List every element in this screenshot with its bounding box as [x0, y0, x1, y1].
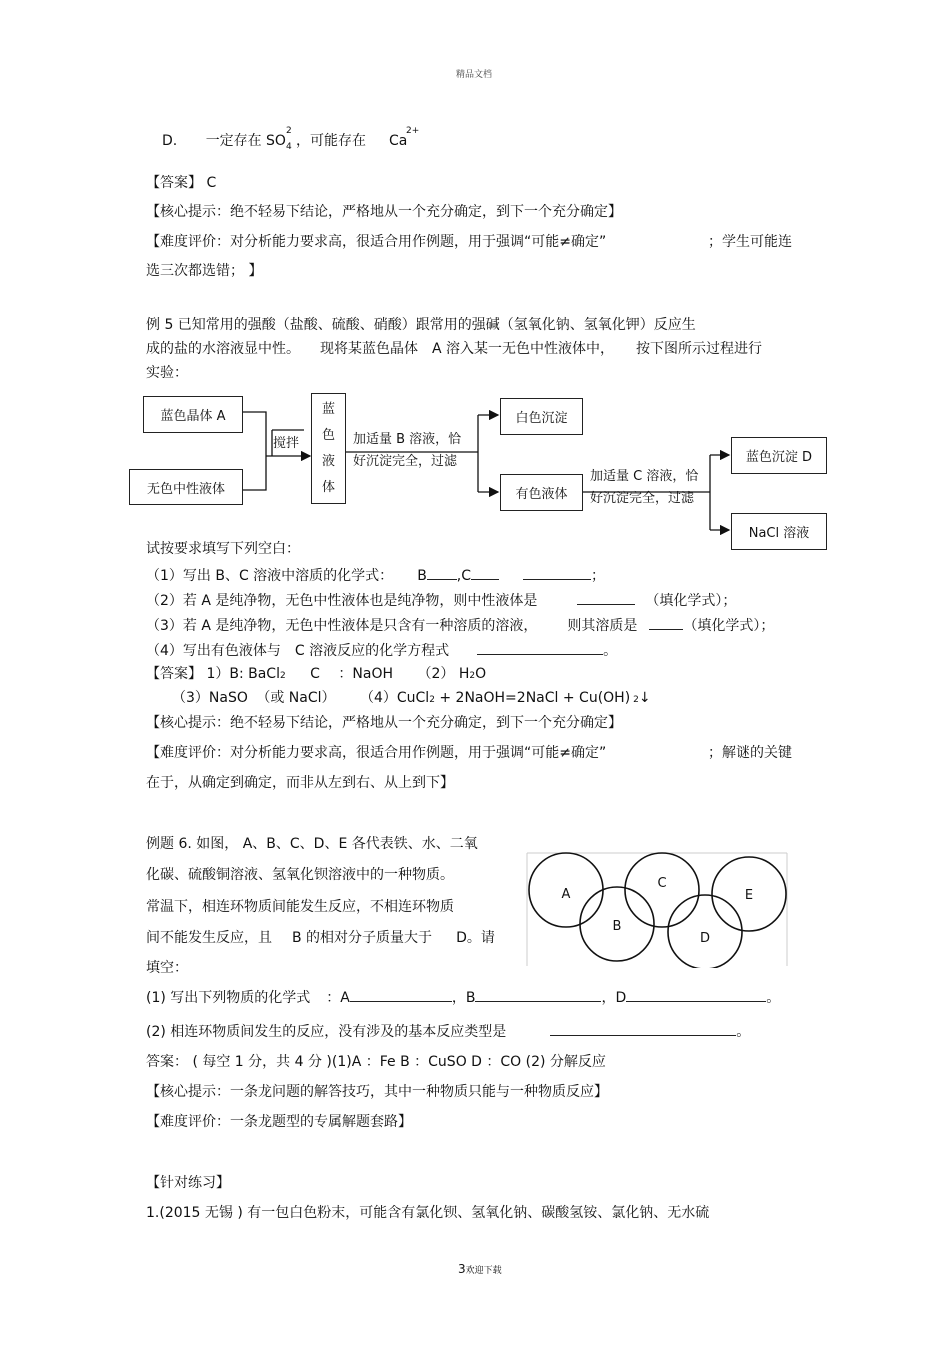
blue-liquid-char-2: 色: [321, 427, 335, 443]
top-eval-1: 【难度评价：对分析能力要求高，很适合用作例题，用于强调“可能≠确定”: [146, 234, 607, 250]
box-blue-liquid: [311, 393, 346, 504]
ex5-q1: （1）写出 B、C 溶液中溶质的化学式： B ,C ；: [146, 565, 605, 585]
ex5-eval-2: 在于，从确定到确定，而非从左到右、从上到下】: [146, 775, 454, 791]
ex6-eval: 【难度评价：一条龙题型的专属解题套路】: [146, 1114, 412, 1130]
ca-sup: 2+: [406, 126, 420, 136]
ex6-hint: 【核心提示：一条龙问题的解答技巧，其中一种物质只能与一种物质反应】: [146, 1084, 608, 1100]
ex5-eval-1: 【难度评价：对分析能力要求高，很适合用作例题，用于强调“可能≠确定”: [146, 745, 607, 761]
ex6-answer: 答案： ( 每空 1 分，共 4 分 )(1)A ：Fe B ：CuSO D ：CO (2) 分解反应: [146, 1054, 606, 1070]
ex5-line1: 例 5 已知常用的强酸（盐酸、硫酸、硝酸）跟常用的强碱（氢氧化钠、氢氧化钾）反应生: [146, 317, 696, 333]
label-stir: 搅拌: [273, 436, 300, 451]
rings-diagram: [526, 852, 788, 968]
top-eval-1b: ；学生可能连: [708, 234, 792, 250]
blue-liquid-char-3: 液: [321, 453, 335, 469]
ex5-hint: 【核心提示：绝不轻易下结论，严格地从一个充分确定，到下一个充分确定】: [146, 715, 622, 731]
practice-title: 【针对练习】: [146, 1175, 230, 1191]
top-hint: 【核心提示：绝不轻易下结论，严格地从一个充分确定，到下一个充分确定】: [146, 204, 622, 220]
box-blue-ppt-d: 蓝色沉淀 D: [731, 437, 827, 474]
so4-formula: SO: [266, 133, 286, 149]
blue-liquid-char-1: 蓝: [321, 401, 335, 417]
so4-sup: 2: [286, 126, 292, 136]
option-d: D. 一定存在: [162, 133, 262, 149]
top-eval-2: 选三次都选错； 】: [146, 263, 263, 279]
ex5-instr: 试按要求填写下列空白：: [146, 541, 300, 557]
ex6-q1: (1) 写出下列物质的化学式 ：A ，B ，D 。: [146, 987, 780, 1007]
ex6-q2: (2) 相连环物质间发生的反应，没有涉及的基本反应类型是 。: [146, 1021, 750, 1041]
ca-formula: Ca: [389, 133, 408, 149]
ex5-line2: 成的盐的水溶液显中性。 现将某蓝色晶体 A 溶入某一无色中性液体中， 按下图所示过程进行: [146, 341, 763, 357]
box-nacl-solution: NaCl 溶液: [731, 513, 827, 550]
option-d-text2: ，可能存在: [296, 133, 366, 149]
ring-label-a: A: [561, 887, 571, 902]
ex6-line5: 填空：: [146, 960, 188, 976]
top-answer: 【答案】 C: [146, 175, 217, 191]
box-blue-crystal: 蓝色晶体 A: [143, 396, 243, 433]
condition-c: 加适量 C 溶液，恰 好沉淀完全，过滤: [590, 469, 699, 506]
ex5-eval-1b: ；解谜的关键: [708, 745, 792, 761]
ring-label-b: B: [612, 919, 622, 934]
practice-q1: 1.(2015 无锡 ) 有一包白色粉末，可能含有氯化钡、氢氧化钠、碳酸氢铵、氯化钠、无水硫: [146, 1205, 710, 1221]
page-header: 精品文档: [456, 70, 493, 80]
box-colored-liquid: 有色液体: [500, 474, 583, 511]
ring-label-d: D: [699, 931, 711, 946]
ring-label-c: C: [657, 876, 667, 891]
ring-label-e: E: [744, 888, 754, 903]
blue-liquid-char-4: 体: [321, 479, 335, 495]
box-white-ppt: 白色沉淀: [500, 398, 583, 435]
ex5-q3: （3）若 A 是纯净物，无色中性液体是只含有一种溶质的溶液， 则其溶质是 （填化学式）；: [146, 615, 774, 635]
ex5-answer-1: 【答案】 1）B: BaCl2 C ：NaOH （2） H2O: [146, 666, 487, 682]
ex6-line1: 例题 6. 如图， A、B、C、D、E 各代表铁、水、二氧: [146, 836, 478, 852]
ex5-answer-2: （3）NaSO （或 NaCl） （4）CuCl2 + 2NaOH=2NaCl + Cu(OH) 2↓: [172, 690, 651, 706]
box-colorless-liquid: 无色中性液体: [129, 469, 243, 505]
page-number: 3欢迎下载: [458, 1262, 502, 1276]
ex5-line3: 实验：: [146, 365, 188, 381]
ex6-line3: 常温下，相连环物质间能发生反应，不相连环物质: [146, 899, 454, 915]
ex6-line2: 化碳、硫酸铜溶液、氢氧化钡溶液中的一种物质。: [146, 867, 454, 883]
ex5-q4: （4）写出有色液体与 C 溶液反应的化学方程式 。: [146, 640, 617, 660]
ex5-q2: （2）若 A 是纯净物，无色中性液体也是纯净物，则中性液体是 （填化学式）；: [146, 590, 736, 610]
condition-b: 加适量 B 溶液，恰 好沉淀完全，过滤: [353, 432, 462, 469]
so4-sub: 4: [286, 142, 292, 152]
merge-line: [243, 412, 266, 490]
ex6-line4: 间不能发生反应，且 B 的相对分子质量大于 D。请: [146, 930, 495, 946]
